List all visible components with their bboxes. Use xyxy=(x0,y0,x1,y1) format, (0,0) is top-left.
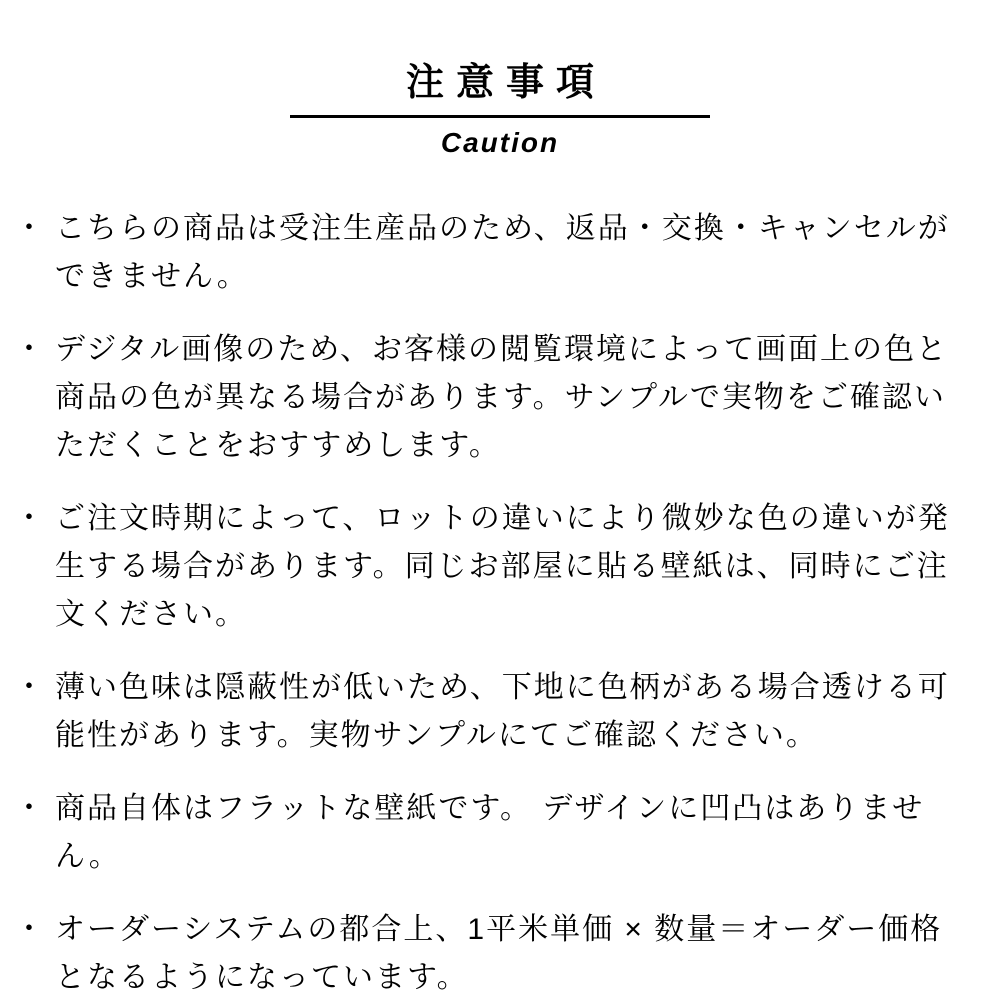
page-subtitle: Caution xyxy=(440,126,560,158)
caution-item xyxy=(14,906,964,1002)
caution-item-text: オーダーシステムの都合上、1平米単価 × 数量＝オーダー価格となるようになっています。 xyxy=(55,912,943,994)
caution-item xyxy=(14,326,964,470)
caution-item xyxy=(14,785,964,881)
bullet-marker: ・ xyxy=(14,501,46,535)
bullet-marker: ・ xyxy=(14,791,46,825)
caution-list xyxy=(0,205,1000,1002)
caution-item xyxy=(14,664,964,760)
caution-item xyxy=(14,205,964,301)
caution-item xyxy=(14,495,964,639)
caution-item-text: ご注文時期によって、ロットの違いにより微妙な色の違いが発生する場合があります。同じお部屋に貼る壁紙は、同時にご注文ください。 xyxy=(55,501,950,631)
bullet-marker: ・ xyxy=(14,332,46,366)
title-divider xyxy=(290,115,710,118)
page-header xyxy=(0,0,1000,159)
caution-item-text: 薄い色味は隠蔽性が低いため、下地に色柄がある場合透ける可能性があります。実物サンプルにてご確認ください。 xyxy=(55,670,950,752)
caution-item-text: デジタル画像のため、お客様の閲覧環境によって画面上の色と商品の色が異なる場合があります。サンプルで実物をご確認いただくことをおすすめします。 xyxy=(55,332,948,462)
bullet-marker: ・ xyxy=(14,912,46,946)
caution-item-text: こちらの商品は受注生産品のため、返品・交換・キャンセルができません。 xyxy=(55,211,950,293)
page-title: 注意事項 xyxy=(405,62,606,104)
caution-item-text: 商品自体はフラットな壁紙です。 デザインに凹凸はありません。 xyxy=(55,791,925,873)
bullet-marker: ・ xyxy=(14,211,46,245)
bullet-marker: ・ xyxy=(14,670,46,704)
